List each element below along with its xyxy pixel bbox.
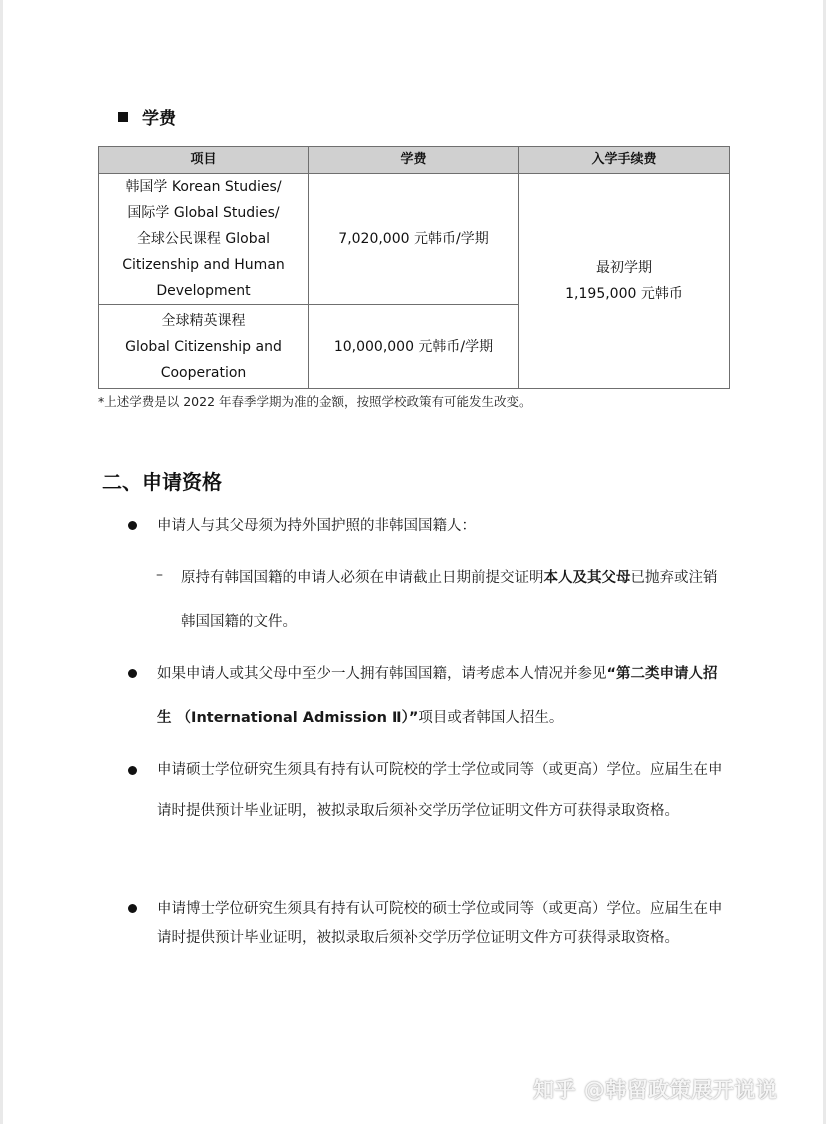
eligibility-item-1: 申请人与其父母须为持外国护照的非韩国国籍人： [157, 518, 476, 534]
header-program: 项目 [99, 147, 309, 174]
admission-fee-cell [519, 174, 730, 389]
bullet-icon [128, 669, 137, 678]
eligibility-item-4: 申请博士学位研究生须具有持有认可院校的硕士学位或同等（或更高）学位。应届生在申请时提供预计毕业证明，被拟录取后须补交学历学位证明文件方可获得录取资格。 [157, 901, 723, 946]
sub-text-after: 已抛弃或注销韩国国籍的文件。 [181, 570, 718, 630]
eligibility-heading: 二、申请资格 [102, 470, 222, 494]
program-line: 国际学 Global Studies/ [127, 205, 280, 221]
tuition-cell: 10,000,000 元韩币/学期 [309, 305, 519, 389]
tuition-note: *上述学费是以 2022 年春季学期为准的金额，按照学校政策有可能发生改变。 [98, 394, 532, 409]
bullet-icon [128, 904, 137, 913]
admission-fee-line: 1,195,000 元韩币 [565, 286, 683, 302]
square-bullet-icon [118, 112, 128, 122]
watermark: 知乎 @韩留政策展开说说 [533, 1078, 778, 1102]
header-tuition: 学费 [309, 147, 519, 174]
dash-icon: – [156, 567, 163, 583]
table-header-row [99, 147, 730, 174]
program-line: 韩国学 Korean Studies/ [125, 179, 282, 195]
admission-fee-line: 最初学期 [596, 260, 652, 276]
item-2-text-before: 如果申请人或其父母中至少一人拥有韩国国籍，请考虑本人情况并参见 [157, 666, 607, 682]
program-line: Cooperation [160, 364, 247, 381]
item-2-text-after: 项目或者韩国人招生。 [418, 710, 564, 726]
program-line: Development [156, 283, 251, 299]
program-line: 全球精英课程 [161, 312, 246, 329]
program-line: 全球公民课程 Global [136, 231, 271, 247]
tuition-table [98, 146, 730, 389]
program-cell [99, 174, 309, 305]
fees-heading-text: 学费 [142, 109, 176, 129]
eligibility-item-3: 申请硕士学位研究生须具有持有认可院校的学士学位或同等（或更高）学位。应届生在申请时提供预计毕业证明，被拟录取后须补交学历学位证明文件方可获得录取资格。 [157, 762, 723, 819]
program-cell [99, 305, 309, 389]
eligibility-item-1-sub [181, 556, 731, 644]
header-admission-fee: 入学手续费 [519, 147, 730, 174]
sub-text-before: 原持有韩国国籍的申请人必须在申请截止日期前提交证明 [181, 570, 544, 586]
bullet-icon [128, 766, 137, 775]
bullet-icon [128, 521, 137, 530]
eligibility-item-2 [157, 652, 732, 740]
table-row [99, 174, 730, 305]
tuition-cell: 7,020,000 元韩币/学期 [309, 174, 519, 305]
fees-heading [118, 104, 176, 129]
item-2-text-bold: “第二类申请人招生 （International Admission Ⅱ）” [157, 666, 718, 726]
program-line: Citizenship and Human [122, 257, 285, 273]
page-edge-left [0, 0, 3, 1124]
program-line: Global Citizenship and [125, 338, 282, 355]
sub-text-bold: 本人及其父母 [543, 570, 631, 586]
